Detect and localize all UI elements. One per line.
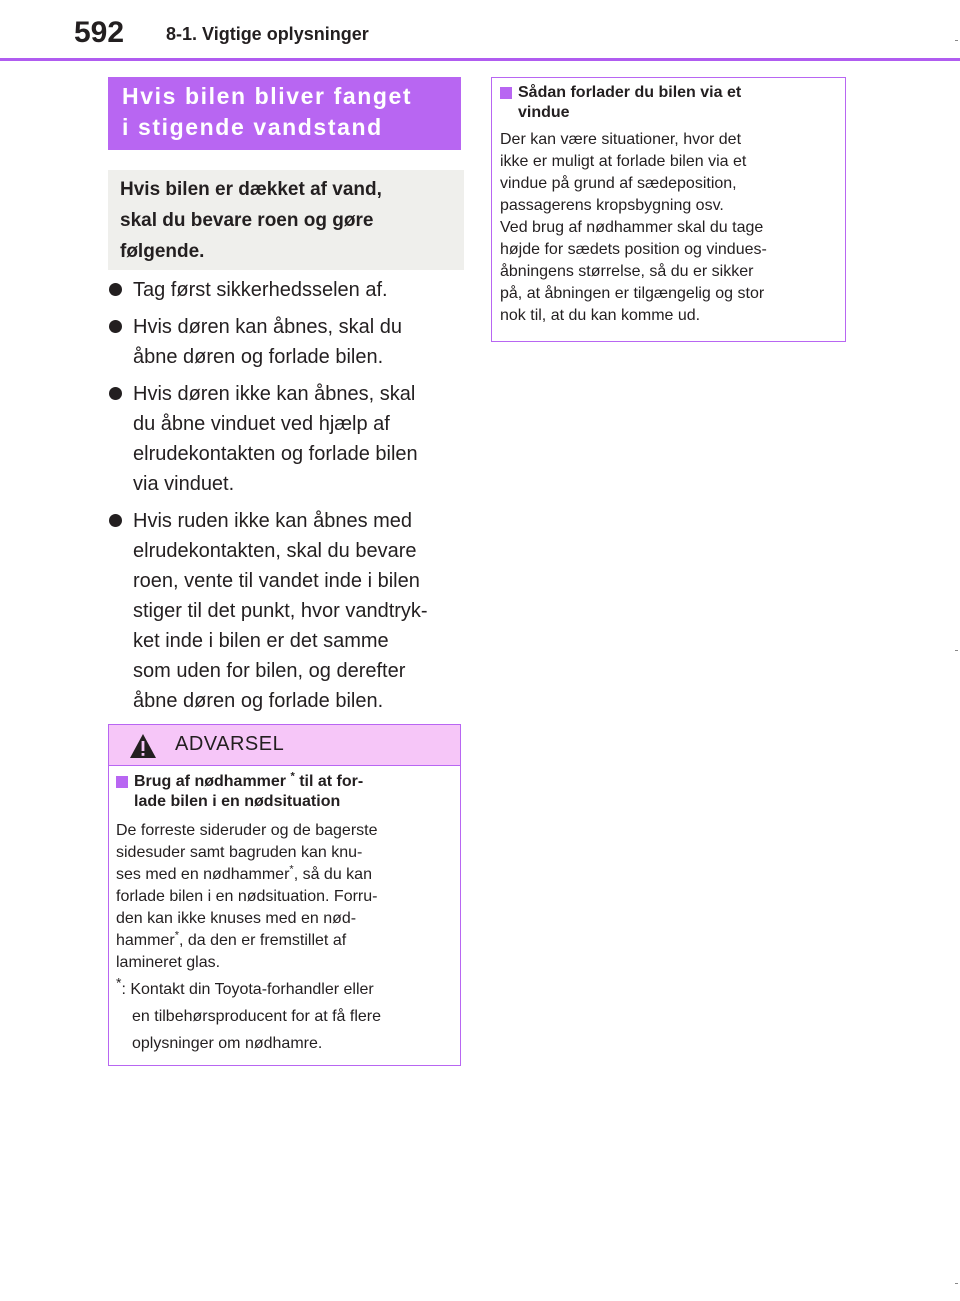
warning-title: ADVARSEL (175, 733, 285, 755)
text-part: hammer (116, 932, 175, 949)
list-item-line: stiger til det punkt, hvor vandtryk- (133, 600, 428, 622)
list-item-line: elrudekontakten og forlade bilen (133, 443, 418, 465)
text-line: højde for sædets position og vindues- (500, 241, 767, 258)
text-line: ikke er muligt at forlade bilen via et (500, 153, 747, 170)
list-item-line: du åbne vinduet ved hjælp af (133, 413, 390, 435)
warning-body (109, 766, 460, 1057)
footnote-colon: : (121, 981, 126, 998)
list-item-line: Hvis døren ikke kan åbnes, skal (133, 383, 416, 405)
list-item-line: åbne døren og forlade bilen. (133, 346, 384, 368)
crop-mark (955, 650, 958, 651)
asterisk-mark: * (290, 770, 295, 783)
text-part: , så du kan (293, 866, 372, 883)
list-item (108, 379, 468, 499)
warning-heading-line (134, 772, 452, 792)
lead-line: følgende. (120, 241, 205, 262)
section-title: 8-1. Vigtige oplysninger (166, 24, 369, 44)
asterisk-mark: * (174, 929, 179, 942)
square-bullet-icon (116, 776, 128, 788)
list-item (108, 506, 468, 716)
warning-heading (116, 772, 452, 812)
list-item (108, 275, 468, 305)
title-line: i stigende vandstand (122, 114, 383, 140)
list-item-line: roen, vente til vandet inde i bilen (133, 570, 420, 592)
asterisk-mark: * (289, 863, 294, 876)
warning-box (108, 724, 461, 1066)
title-line: Hvis bilen bliver fanget (122, 83, 413, 109)
text-line: åbningens størrelse, så du er sikker (500, 263, 754, 280)
crop-mark (955, 1283, 958, 1284)
footnote-line: en tilbehørsproducent for at få flere (132, 1008, 382, 1025)
text-line: sidesuder samt bagruden kan knu- (116, 844, 363, 861)
heading-line: Sådan forlader du bilen via et (518, 84, 742, 101)
bullet-dot-icon (109, 387, 122, 400)
square-bullet-icon (500, 87, 512, 99)
bullet-dot-icon (109, 320, 122, 333)
exit-window-text (500, 129, 837, 327)
text-line: på, at åbningen er tilgængelig og stor (500, 285, 765, 302)
text-line (116, 864, 452, 886)
footnote-line: oplysninger om nødhamre. (132, 1035, 323, 1052)
text-line: forlade bilen i en nødsituation. Forru- (116, 888, 378, 905)
list-item-line: Tag først sikkerhedsselen af. (133, 279, 388, 301)
text-line: passagerens kropsbygning osv. (500, 197, 724, 214)
text-part: ses med en nødhammer (116, 866, 290, 883)
warning-heading-line: lade bilen i en nødsituation (134, 793, 341, 810)
list-item-line: Hvis ruden ikke kan åbnes med (133, 510, 413, 532)
text-line (116, 930, 452, 952)
exit-window-box (491, 77, 846, 342)
header-rule (0, 58, 960, 61)
crop-mark (955, 40, 958, 41)
list-item-line: via vinduet. (133, 473, 235, 495)
page-header (0, 0, 960, 62)
warning-header (109, 725, 460, 766)
text-line: De forreste sideruder og de bagerste (116, 822, 378, 839)
lead-line: Hvis bilen er dækket af vand, (120, 179, 382, 200)
list-item-line: Hvis døren kan åbnes, skal du (133, 316, 403, 338)
text-part: , da den er fremstillet af (178, 932, 347, 949)
heading-line: vindue (518, 104, 570, 121)
text-line: Ved brug af nødhammer skal du tage (500, 219, 764, 236)
chapter-title-box (108, 77, 461, 150)
list-item (108, 312, 468, 372)
bullet-dot-icon (109, 283, 122, 296)
page-number: 592 (74, 16, 125, 49)
lead-box (108, 170, 464, 270)
bullet-dot-icon (109, 514, 122, 527)
instruction-list (108, 275, 468, 723)
list-item-line: som uden for bilen, og derefter (133, 660, 406, 682)
list-item-line: ket inde i bilen er det samme (133, 630, 389, 652)
heading-text: til at for- (294, 773, 364, 790)
text-line: vindue på grund af sædeposition, (500, 175, 737, 192)
heading-text: Brug af nødhammer (134, 773, 287, 790)
warning-text (116, 820, 452, 974)
footnote-line (116, 976, 452, 1003)
text-line: Der kan være situationer, hvor det (500, 131, 742, 148)
footnote-text: Kontakt din Toyota-forhandler eller (125, 981, 374, 998)
exit-window-heading (500, 83, 837, 123)
list-item-line: elrudekontakten, skal du bevare (133, 540, 417, 562)
footnote (116, 976, 452, 1057)
warning-triangle-icon (129, 733, 157, 759)
list-item-line: åbne døren og forlade bilen. (133, 690, 384, 712)
footnote-mark: * (116, 974, 122, 991)
lead-line: skal du bevare roen og gøre (120, 210, 374, 231)
text-line: nok til, at du kan komme ud. (500, 307, 701, 324)
text-line: den kan ikke knuses med en nød- (116, 910, 357, 927)
text-line: lamineret glas. (116, 954, 221, 971)
